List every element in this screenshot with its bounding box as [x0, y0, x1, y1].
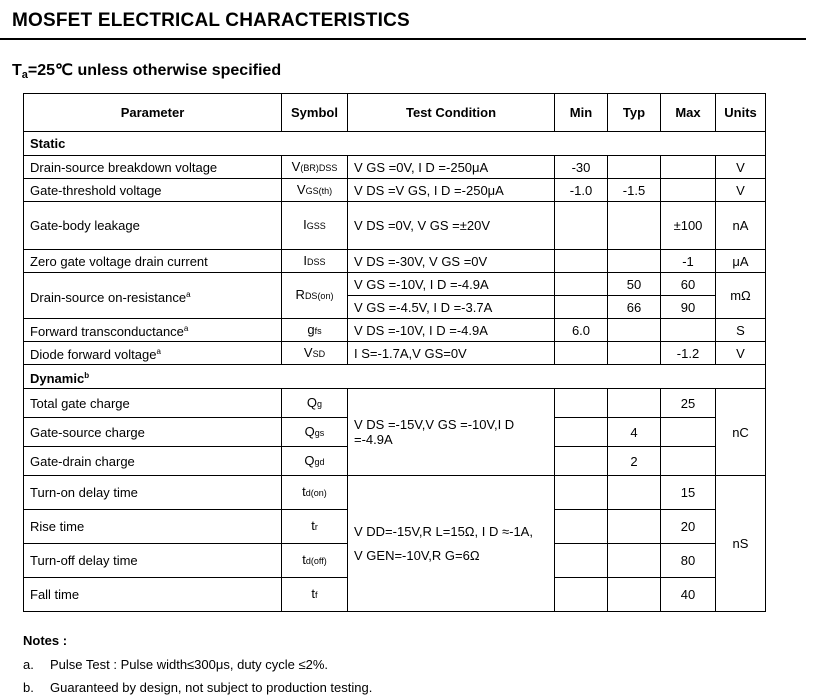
section-static: [24, 132, 766, 156]
section-label: Dynamic$^b$: [24, 365, 766, 389]
table-row: Gate-body leakage IGSS V DS =0V, V GS =±20V ±100 nA: [24, 202, 766, 250]
header-test-condition: Test Condition: [348, 94, 555, 132]
temperature-condition: $T_a=25℃$ unless otherwise specified: [12, 62, 282, 81]
table-row: Drain-source breakdown voltage V(BR)DSS V GS =0V, I D =-250μA -30 V: [24, 156, 766, 179]
table-row: Gate-source charge Qgs 4: [24, 418, 766, 447]
section-dynamic: [24, 365, 766, 389]
table-row: Fall time tf 40: [24, 578, 766, 612]
section-label: Static: [24, 132, 766, 156]
characteristics-table: [23, 93, 766, 612]
title-rule: [0, 38, 806, 40]
header-units: Units: [716, 94, 766, 132]
header-typ: Typ: [608, 94, 661, 132]
table-row: Diode forward voltage$^a$ VSD I S=-1.7A,V GS=0V -1.2 V: [24, 342, 766, 365]
table-row: Forward transconductance$^a$ gfs V DS =-10V, I D =-4.9A 6.0 S: [24, 319, 766, 342]
header-parameter: Parameter: [24, 94, 282, 132]
header-min: Min: [555, 94, 608, 132]
header-symbol: Symbol: [282, 94, 348, 132]
note-a: a. Pulse Test : Pulse width≤300μs, duty cycle ≤2%.: [23, 657, 329, 672]
table-row: Gate-threshold voltage VGS(th) V DS =V GS, I D =-250μA -1.0 -1.5 V: [24, 179, 766, 202]
document-title: MOSFET ELECTRICAL CHARACTERISTICS: [12, 10, 410, 31]
table-row: Drain-source on-resistance$^a$ RDS(on) V GS =-10V, I D =-4.9A 50 60 mΩ: [24, 273, 766, 296]
table-row: Turn-off delay time td(off) 80: [24, 544, 766, 578]
header-max: Max: [661, 94, 716, 132]
table-row: Zero gate voltage drain current IDSS V DS =-30V, V GS =0V -1 μA: [24, 250, 766, 273]
table-row: Total gate charge Qg V DS =-15V,V GS =-10V,I D =-4.9A 25 nC: [24, 389, 766, 418]
table-header: [24, 94, 766, 132]
table-row: Rise time tr 20: [24, 510, 766, 544]
table-row: V GS =-4.5V, I D =-3.7A 66 90: [24, 296, 766, 319]
notes-heading: Notes :: [23, 633, 68, 648]
table-row: Turn-on delay time td(on) V DD=-15V,R L=15Ω, I D ≈-1A, V GEN=-10V,R G=6Ω 15 nS: [24, 476, 766, 510]
table-row: Gate-drain charge Qgd 2: [24, 447, 766, 476]
note-b: b. Guaranteed by design, not subject to production testing.: [23, 680, 373, 695]
